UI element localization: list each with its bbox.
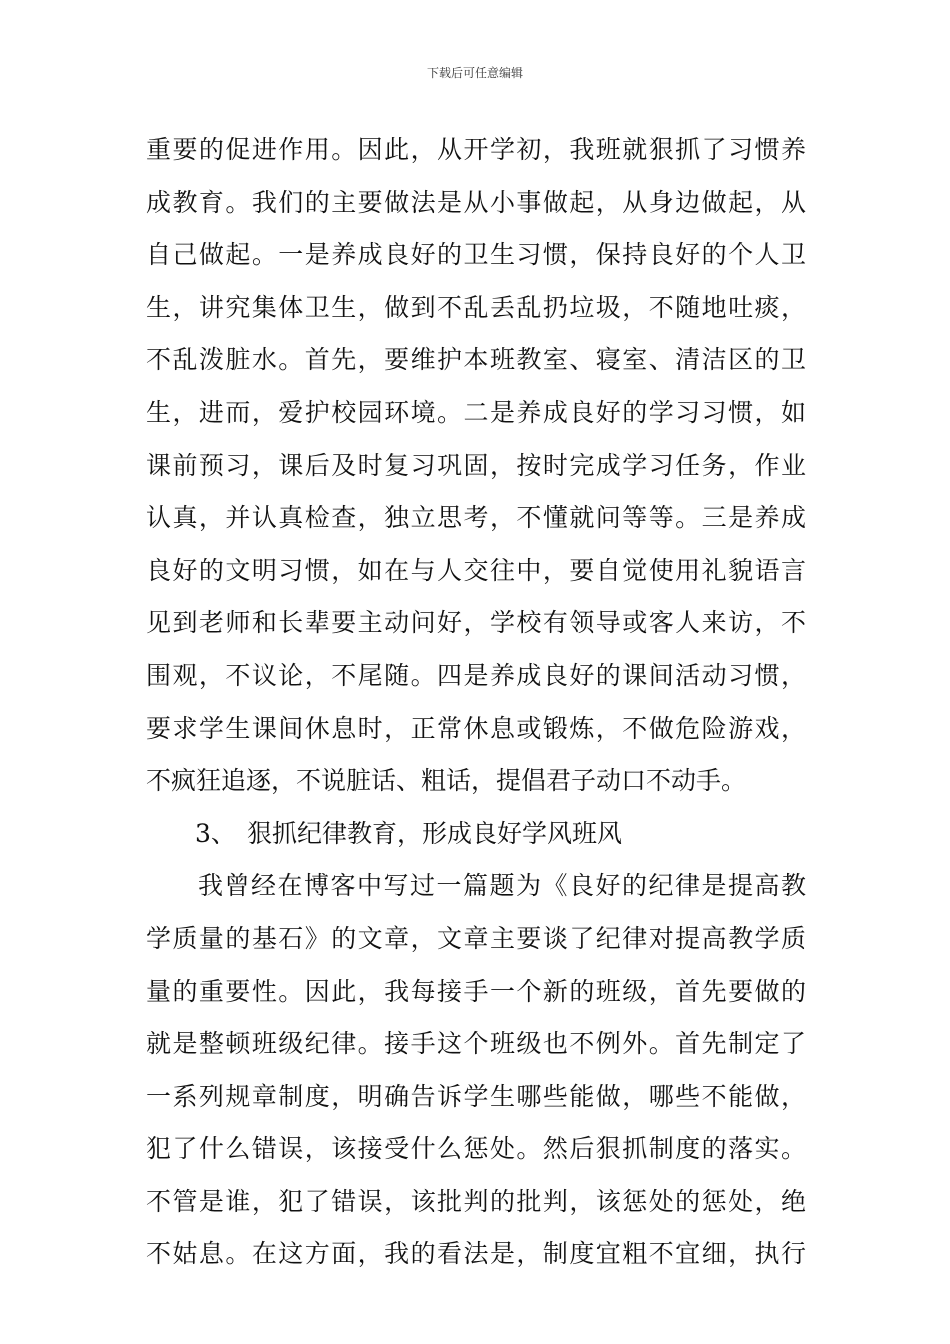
text-line: 成教育。我们的主要做法是从小事做起，从身边做起，从 xyxy=(146,187,806,217)
text-line: 重要的促进作用。因此，从开学初，我班就狠抓了习惯养 xyxy=(146,135,806,164)
text-line: 围观，不议论，不尾随。四是养成良好的课间活动习惯， xyxy=(146,660,806,690)
text-line: 一系列规章制度，明确告诉学生哪些能做，哪些不能做， xyxy=(146,1081,806,1111)
section-heading-title: 狠抓纪律教育，形成良好学风班风 xyxy=(247,818,623,848)
text-line: 良好的文明习惯，如在与人交往中，要自觉使用礼貌语言 xyxy=(146,555,806,585)
text-line: 就是整顿班级纪律。接手这个班级也不例外。首先制定了 xyxy=(146,1029,806,1059)
text-line: 要求学生课间休息时，正常休息或锻炼，不做危险游戏， xyxy=(146,713,806,743)
text-line: 学质量的基石》的文章，文章主要谈了纪律对提高教学质 xyxy=(146,923,806,953)
text-line: 不疯狂追逐，不说脏话、粗话，提倡君子动口不动手。 xyxy=(146,766,747,796)
text-line: 自己做起。一是养成良好的卫生习惯，保持良好的个人卫 xyxy=(146,240,806,270)
text-line: 量的重要性。因此，我每接手一个新的班级，首先要做的 xyxy=(146,976,806,1006)
text-line: 课前预习，课后及时复习巩固，按时完成学习任务，作业 xyxy=(146,450,806,480)
text-line: 不乱泼脏水。首先，要维护本班教室、寝室、清洁区的卫 xyxy=(146,345,806,375)
text-line: 我曾经在博客中写过一篇题为《良好的纪律是提高教 xyxy=(198,871,806,901)
paragraph-discipline xyxy=(146,860,806,1281)
text-line: 见到老师和长辈要主动问好，学校有领导或客人来访，不 xyxy=(146,608,806,638)
text-line: 生，进而，爱护校园环境。二是养成良好的学习习惯，如 xyxy=(146,397,806,427)
document-body xyxy=(146,124,806,1281)
page-header: 下载后可任意编辑 xyxy=(426,66,523,80)
text-line: 犯了什么错误，该接受什么惩处。然后狠抓制度的落实。 xyxy=(146,1134,806,1164)
text-line: 不管是谁，犯了错误，该批判的批判，该惩处的惩处，绝 xyxy=(146,1186,806,1216)
section-heading-number: 3、 xyxy=(195,818,236,848)
section-heading xyxy=(146,808,806,861)
paragraph-habits xyxy=(146,124,806,808)
text-line: 认真，并认真检查，独立思考，不懂就问等等。三是养成 xyxy=(146,503,806,533)
text-line: 生，讲究集体卫生，做到不乱丢乱扔垃圾，不随地吐痰， xyxy=(146,292,806,322)
text-line: 不姑息。在这方面，我的看法是，制度宜粗不宜细，执行 xyxy=(146,1239,806,1269)
